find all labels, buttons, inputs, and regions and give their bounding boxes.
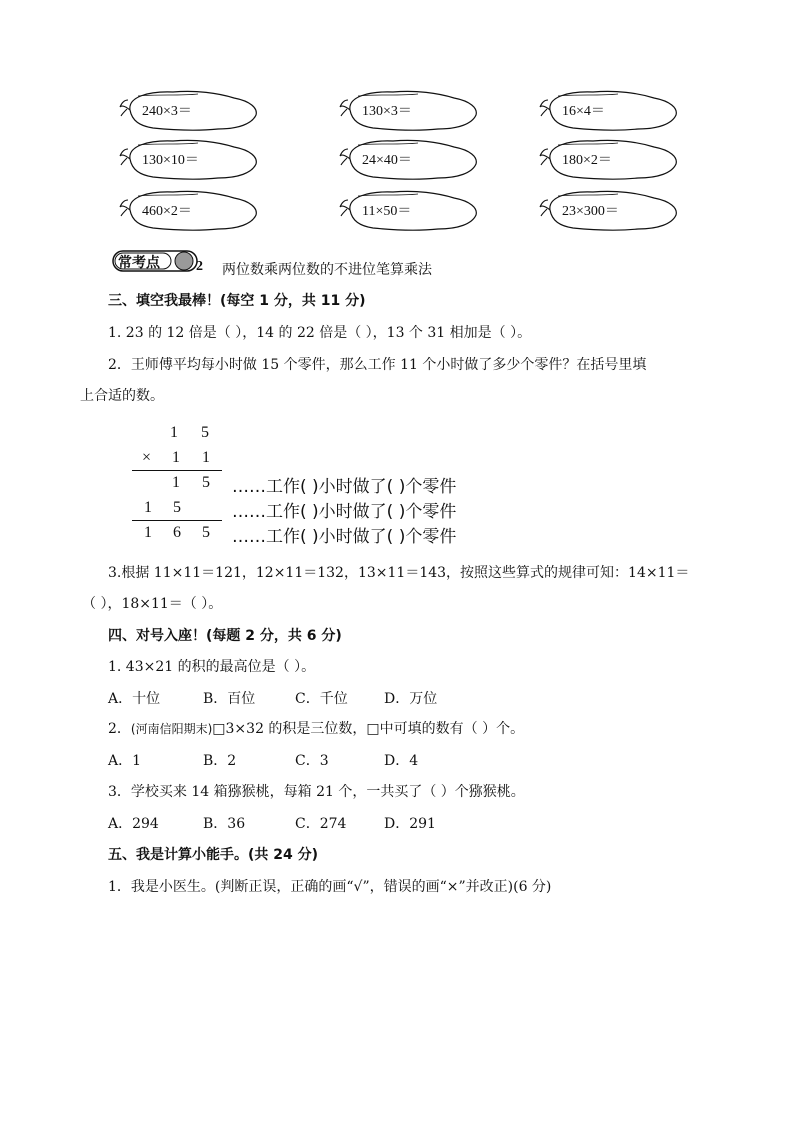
calc-digit: 1	[172, 474, 180, 491]
leaf-expression: 23×300＝	[562, 204, 619, 219]
calc-note-row3: ……工作( )小时做了( )个零件	[232, 527, 457, 547]
leaf-expression: 130×3＝	[362, 104, 412, 119]
calc-note-row2: ……工作( )小时做了( )个零件	[232, 502, 457, 522]
calc-digit: 1	[202, 449, 210, 466]
section4-q3-option-d[interactable]: D．291	[384, 816, 436, 832]
badge-label: 常考点	[118, 255, 160, 271]
section4-q1-option-c[interactable]: C．千位	[295, 691, 348, 707]
calc-digit: 5	[201, 424, 209, 441]
section4-q2	[108, 718, 524, 738]
section4-q3: 3．学校买来 14 箱猕猴桃，每箱 21 个，一共买了（ ）个猕猴桃。	[108, 784, 525, 800]
section4-q2-text: □3×32 的积是三位数，□中可填的数有（ ）个。	[212, 721, 525, 737]
section4-q1: 1. 43×21 的积的最高位是（ ）。	[108, 659, 316, 675]
calc-digit: 5	[202, 524, 210, 541]
section4-q1-option-a[interactable]: A．十位	[108, 691, 161, 707]
leaf-expression: 130×10＝	[142, 153, 199, 168]
leaf-bubble	[338, 88, 478, 132]
section3-q3-line2: （ ），18×11＝（ ）。	[82, 596, 223, 612]
leaf-bubble	[118, 88, 258, 132]
badge-number: 2	[196, 259, 203, 274]
calc-digit: 1	[170, 424, 178, 441]
section4-q2-source: (河南信阳期末)	[130, 722, 213, 736]
section4-q3-option-b[interactable]: B．36	[203, 816, 246, 832]
section4-q1-option-b[interactable]: B．百位	[203, 691, 256, 707]
calc-digit: 5	[173, 499, 181, 516]
calc-digit: 1	[144, 499, 152, 516]
leaf-expression: 180×2＝	[562, 153, 612, 168]
frequent-point-badge	[112, 250, 198, 272]
section3-q2-line1: 2．王师傅平均每小时做 15 个零件，那么工作 11 个小时做了多少个零件？在括号里填	[108, 357, 647, 373]
section4-heading: 四、对号入座！(每题 2 分，共 6 分)	[108, 628, 342, 644]
section4-q2-option-d[interactable]: D．4	[384, 753, 419, 769]
section4-q3-option-c[interactable]: C．274	[295, 816, 347, 832]
leaf-bubble	[538, 188, 678, 232]
calc-times: ×	[142, 449, 152, 466]
section4-q3-option-a[interactable]: A．294	[108, 816, 159, 832]
leaf-bubble	[338, 137, 478, 181]
leaf-bubble	[118, 137, 258, 181]
leaf-bubble	[538, 88, 678, 132]
calc-line	[132, 470, 222, 471]
leaf-icon	[538, 88, 678, 132]
section4-q2-option-a[interactable]: A．1	[108, 753, 142, 769]
leaf-expression: 24×40＝	[362, 153, 412, 168]
section3-q3-line1: 3.根据 11×11＝121，12×11＝132，13×11＝143，按照这些算式的规律可知：14×11＝	[108, 565, 690, 581]
badge-title: 两位数乘两位数的不进位笔算乘法	[222, 262, 432, 278]
calc-digit: 1	[144, 524, 152, 541]
calc-digit: 5	[202, 474, 210, 491]
section4-q2-option-c[interactable]: C．3	[295, 753, 329, 769]
calc-digit: 6	[173, 524, 181, 541]
section3-heading: 三、填空我最棒！(每空 1 分，共 11 分)	[108, 293, 366, 309]
section4-q2-option-b[interactable]: B．2	[203, 753, 237, 769]
section5-q1: 1．我是小医生。(判断正误，正确的画“√”，错误的画“×”并改正)(6 分)	[108, 879, 552, 895]
section3-q1: 1. 23 的 12 倍是（ ），14 的 22 倍是（ ），13 个 31 相加是（ ）。	[108, 325, 532, 341]
leaf-expression: 240×3＝	[142, 104, 192, 119]
leaf-expression: 11×50＝	[362, 204, 412, 219]
section3-q2-line2: 上合适的数。	[80, 388, 164, 404]
leaf-expression: 16×4＝	[562, 104, 605, 119]
leaf-bubble	[118, 188, 258, 232]
leaf-bubble	[338, 188, 478, 232]
calc-digit: 1	[172, 449, 180, 466]
calc-note-row1: ……工作( )小时做了( )个零件	[232, 477, 457, 497]
calc-line	[132, 520, 222, 521]
leaf-bubble	[538, 137, 678, 181]
section4-q1-option-d[interactable]: D．万位	[384, 691, 438, 707]
leaf-expression: 460×2＝	[142, 204, 192, 219]
section4-q2-prefix: 2．	[108, 721, 131, 737]
section5-heading: 五、我是计算小能手。(共 24 分)	[108, 847, 319, 863]
